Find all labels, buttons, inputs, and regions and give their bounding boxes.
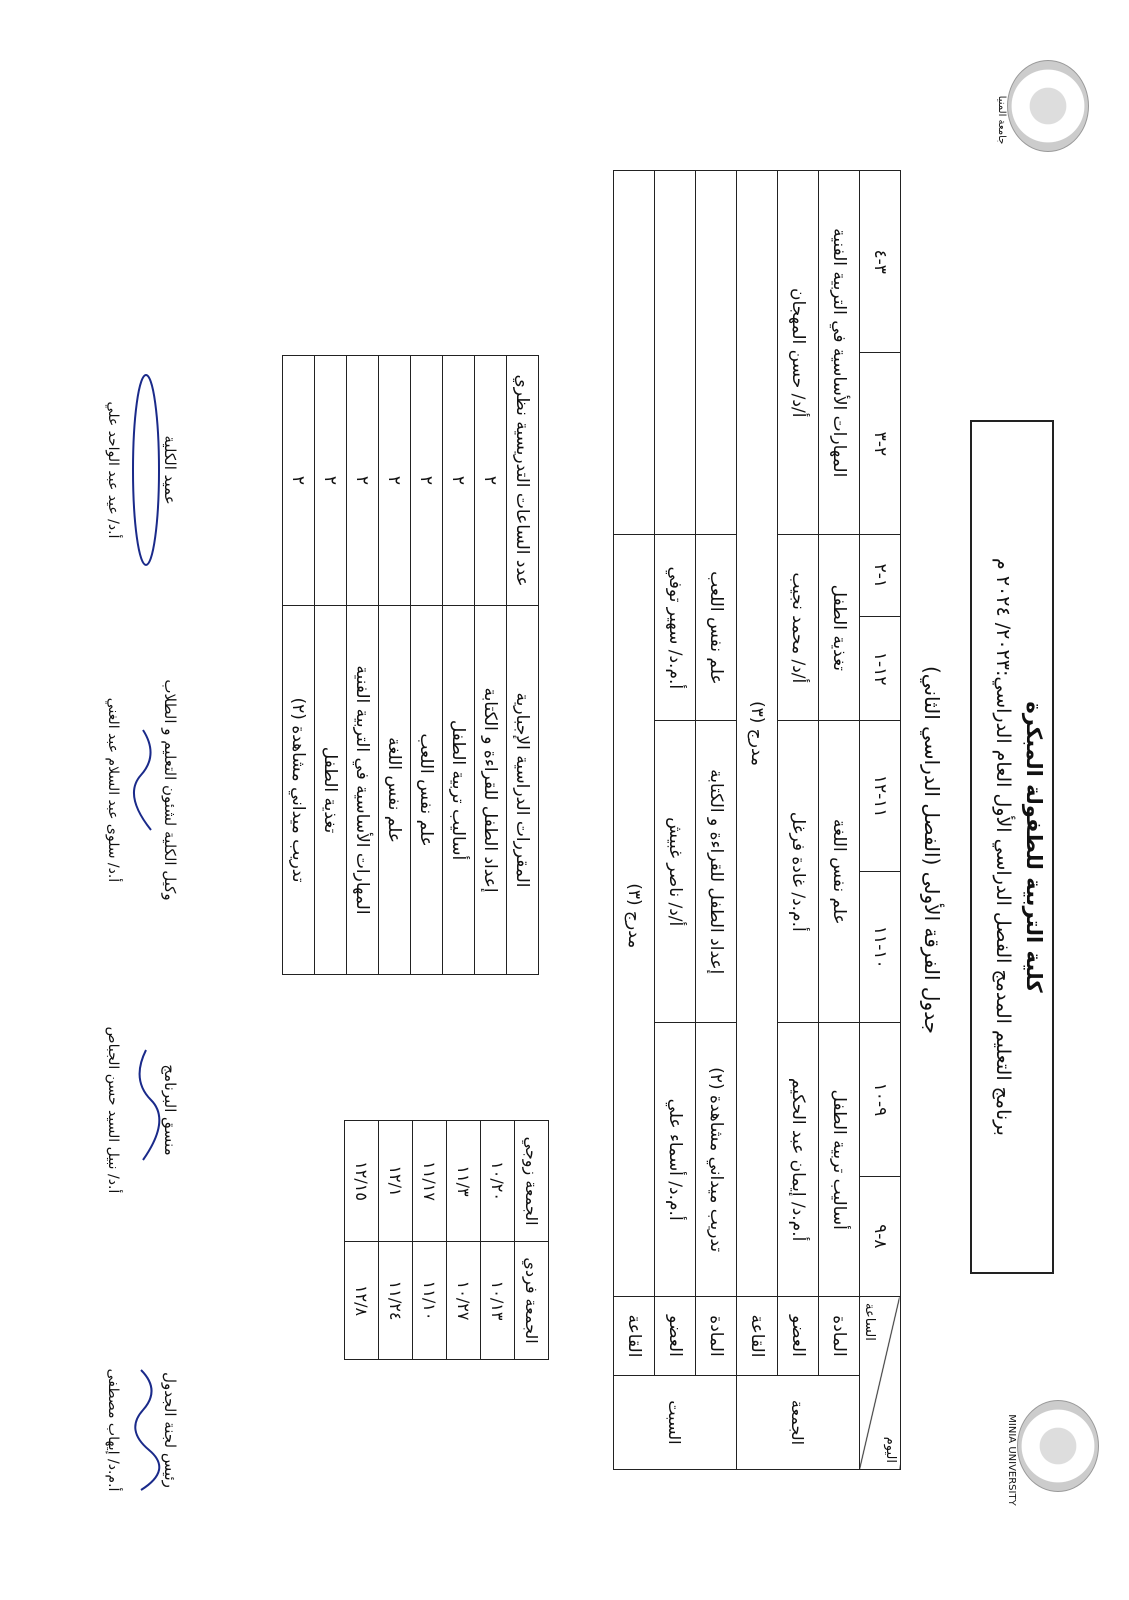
course-name: أساليب تربية الطفل [443, 606, 475, 975]
friday-hall-row [737, 171, 778, 1470]
day-cell-saturday: السبت [614, 1376, 737, 1470]
program-title: برنامج التعليم المدمج الفصل الدراسي الأول العام الدراسي:٢٠٢٣/ ٢٠٢٤ م [992, 558, 1014, 1136]
signature-coordinator [105, 1000, 179, 1220]
course-hours: ٢ [283, 356, 315, 606]
fridays-row [413, 1121, 447, 1360]
course-hours: ٢ [411, 356, 443, 606]
friday-subject-row [819, 171, 860, 1470]
hour-cell: ١٢-١ [860, 617, 901, 721]
signature-name: أ.د/ سلوى عبد السلام عبد الغني [105, 697, 121, 883]
hour-cell: ١-٢ [860, 535, 901, 617]
subject-cell: أساليب تربية الطفل [819, 1023, 860, 1297]
course-row [443, 356, 475, 975]
corner-hour: الساعة [862, 1303, 877, 1341]
friday-date: ١٢/٨ [345, 1242, 379, 1360]
course-name: علم نفس اللغة [379, 606, 411, 975]
subject-cell: علم نفس اللغة [819, 721, 860, 1023]
signature-title: وكيل الكلية لشئون التعليم و الطلاب [161, 679, 179, 901]
fridays-row [447, 1121, 481, 1360]
fridays-row [481, 1121, 515, 1360]
course-name: إعداد الطفل للقراءة و الكتابة [475, 606, 507, 975]
faculty-title: كلية التربية للطفولة المبكرة [1022, 701, 1046, 993]
course-name: تدريب ميداني مشاهدة (٢) [283, 606, 315, 975]
friday-date: ١١/١٧ [413, 1121, 447, 1242]
fridays-row [379, 1121, 413, 1360]
corner-cell [860, 1297, 901, 1470]
hours-header: عدد الساعات التدريسية نظري [507, 356, 539, 606]
course-hours: ٢ [315, 356, 347, 606]
row-label: العضو [655, 1297, 696, 1376]
hour-cell: ١٠-١١ [860, 872, 901, 1023]
member-cell: أ/د/ ناصر غبيش [655, 721, 696, 1023]
friday-date: ١١/١٠ [413, 1242, 447, 1360]
schedule-title: جدول الفرقة الأولى (الفصل الدراسي الثاني) [920, 666, 944, 1034]
subject-cell: علم نفس اللعب [696, 535, 737, 721]
row-label: القاعة [614, 1297, 655, 1376]
signature-name: أ.د/ عيد عبد الواحد علي [105, 401, 121, 539]
course-hours: ٢ [379, 356, 411, 606]
signature-title: رئيس لجنة الجدول [161, 1372, 179, 1488]
signature-schedule-head [105, 1320, 179, 1540]
handwritten-signature-icon [131, 1360, 161, 1500]
hour-cell: ٢-٣ [860, 353, 901, 535]
course-row [283, 356, 315, 975]
even-fridays-header: الجمعة زوجي [515, 1121, 549, 1242]
hours-row [860, 171, 901, 1470]
row-label: القاعة [737, 1297, 778, 1376]
empty-cell [696, 171, 737, 535]
hour-cell: ٩-١٠ [860, 1023, 901, 1176]
odd-fridays-header: الجمعة فردي [515, 1242, 549, 1360]
member-cell: أ.م.د/ غادة فرغل [778, 721, 819, 1023]
university-seal-icon [1007, 60, 1089, 152]
member-cell: أ/د/ حسن المهجان [778, 171, 819, 535]
course-name: المهارات الأساسية في التربية الفنية [347, 606, 379, 975]
signature-title: منسق البرنامج [161, 1064, 179, 1156]
row-label: المادة [696, 1297, 737, 1376]
empty-cell [655, 171, 696, 535]
university-logo-right [996, 60, 1089, 180]
fridays-row [345, 1121, 379, 1360]
course-row [411, 356, 443, 975]
fridays-table [344, 1120, 549, 1360]
title-box [970, 420, 1054, 1274]
subject-cell: إعداد الطفل للقراءة و الكتابة [696, 721, 737, 1023]
saturday-member-row [655, 171, 696, 1470]
hour-cell: ١١-١٢ [860, 721, 901, 872]
subject-cell: المهارات الأساسية في التربية الفنية [819, 171, 860, 535]
day-cell-friday: الجمعة [737, 1376, 860, 1470]
member-cell: أ.م.د/ سهير توفي [655, 535, 696, 721]
handwritten-signature-icon [131, 1040, 161, 1180]
courses-header: المقررات الدراسية الإجبارية [507, 606, 539, 975]
member-cell: أ/د/ محمد نجيب [778, 535, 819, 721]
saturday-subject-row [696, 171, 737, 1470]
signature-dean [105, 360, 179, 580]
hour-cell: ٨-٩ [860, 1176, 901, 1296]
signature-name: أ.م.د/ إيهاب مصطفى [105, 1368, 121, 1492]
course-row [379, 356, 411, 975]
friday-date: ١١/٢٤ [379, 1242, 413, 1360]
friday-member-row [778, 171, 819, 1470]
signature-vice-dean [105, 660, 179, 920]
fridays-header-row [515, 1121, 549, 1360]
corner-day: اليوم [883, 1436, 898, 1463]
signature-title: عميد الكلية [161, 435, 179, 505]
logo-caption-left: MINIA UNIVERSITY [1006, 1414, 1017, 1506]
subject-cell: تغذية الطفل [819, 535, 860, 721]
course-hours: ٢ [443, 356, 475, 606]
member-cell: أ.م.د/ أسماء علي [655, 1023, 696, 1297]
course-row [347, 356, 379, 975]
friday-date: ١٢/١ [379, 1121, 413, 1242]
handwritten-signature-icon [131, 370, 161, 570]
course-name: تغذية الطفل [315, 606, 347, 975]
friday-date: ١٠/٢٠ [481, 1121, 515, 1242]
course-name: علم نفس اللعب [411, 606, 443, 975]
university-seal-icon [1017, 1400, 1099, 1492]
friday-date: ١١/٣ [447, 1121, 481, 1242]
hall-cell: مدرج (٣) [614, 535, 655, 1297]
weekly-schedule-table [613, 170, 901, 1470]
university-logo-left [1006, 1400, 1099, 1520]
subject-cell: تدريب ميداني مشاهدة (٢) [696, 1023, 737, 1297]
course-hours: ٢ [475, 356, 507, 606]
logo-caption-right: جامعة المنيا [996, 95, 1007, 145]
courses-header-row [507, 356, 539, 975]
empty-cell [614, 171, 655, 535]
handwritten-signature-icon [131, 720, 161, 860]
member-cell: أ.م.د/ إيمان عبد الحكيم [778, 1023, 819, 1297]
signature-name: أ.د/ نبيل السيد حسن الجباص [105, 1026, 121, 1194]
friday-date: ١٠/١٣ [481, 1242, 515, 1360]
courses-table [282, 355, 539, 975]
friday-date: ١٢/١٥ [345, 1121, 379, 1242]
row-label: المادة [819, 1297, 860, 1376]
course-row [475, 356, 507, 975]
friday-date: ١٠/٢٧ [447, 1242, 481, 1360]
hall-cell: مدرج (٣) [737, 171, 778, 1297]
saturday-hall-row [614, 171, 655, 1470]
course-hours: ٢ [347, 356, 379, 606]
row-label: العضو [778, 1297, 819, 1376]
hour-cell: ٣-٤ [860, 171, 901, 353]
course-row [315, 356, 347, 975]
